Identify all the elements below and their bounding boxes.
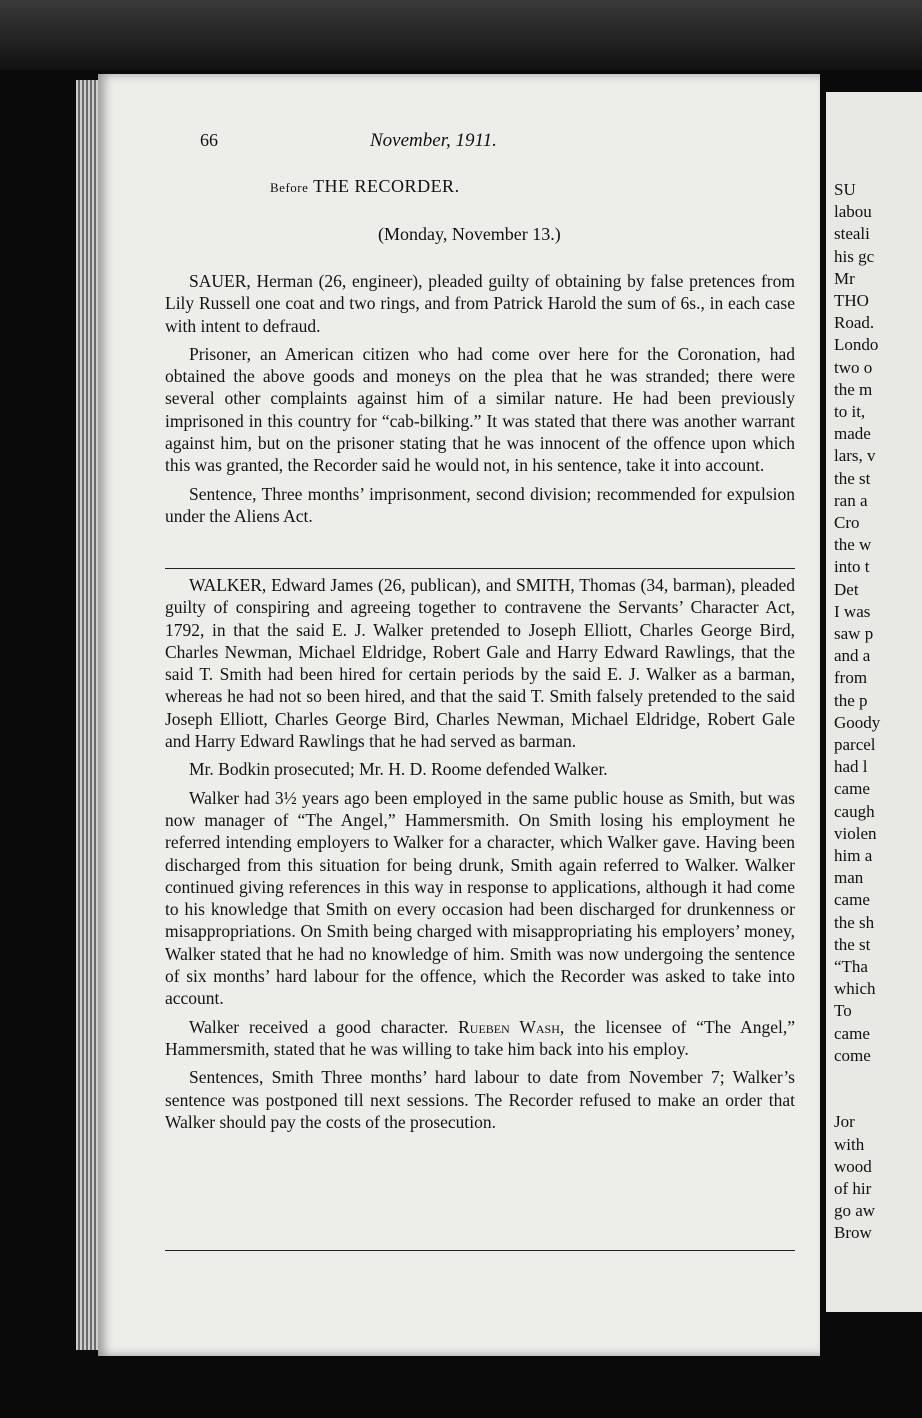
facing-page-line: the w	[834, 535, 872, 555]
facing-page-line: Mr	[834, 268, 855, 288]
facing-page-line: violen	[834, 823, 877, 843]
paragraph: SAUER, Herman (26, engineer), pleaded guilty of obtaining by false pretences from Lily Russell one coat and two rings, and from Patrick Harold the sum of 6s., in each case with intent to defraud.	[165, 271, 795, 336]
facing-page-line: caugh	[834, 801, 875, 821]
facing-page-line: the m	[834, 379, 873, 399]
facing-page-line: of hir	[834, 1179, 872, 1198]
facing-page-line: the sh	[834, 912, 875, 932]
facing-page-line: go aw	[834, 1201, 876, 1221]
top-background	[0, 0, 922, 70]
facing-page-fragment	[826, 92, 922, 1312]
facing-page-line: Cro	[834, 513, 860, 532]
facing-page-line: which	[834, 979, 876, 999]
facing-page-line: man	[834, 868, 864, 888]
facing-page-line: his gc	[834, 246, 875, 266]
facing-page-line: Londo	[834, 335, 879, 355]
paragraph: Walker received a good character. Rueben Wash, the licensee of “The Angel,” Hammersmith, stated that he was willing to take him back into his employ.	[165, 1016, 795, 1059]
facing-page-line: two o	[834, 357, 873, 377]
facing-page-line: Jor	[834, 1112, 855, 1132]
running-title: November, 1911.	[370, 130, 497, 151]
session-date: (Monday, November 13.)	[378, 224, 561, 244]
paragraph: Sentence, Three months’ imprisonment, second division; recommended for expulsion under the Aliens Act.	[165, 483, 795, 526]
facing-page-line: lars, v	[834, 446, 876, 466]
witness-name: Rueben Wash	[458, 1016, 560, 1037]
paragraph: WALKER, Edward James (26, publican), and SMITH, Thomas (34, barman), pleaded guilty of conspiring and agreeing together to contravene the Servants’ Character Act, 1792, in that the said E. J. Walker pretended to Joseph Elliott, Charles George Bird, Charles Newman, Michael Eldridge, Robert Gale and Harry Edward Rawlings, that the said T. Smith had been hired for certain periods by the said E. J. Walker as a barman, whereas he had not so been hired, and that the said T. Smith falsely pretended to the said Joseph Elliott, Charles George Bird, Charles Newman, Michael Eldridge, Robert Gale and Harry Edward Rawlings that he had served as barman.	[165, 575, 795, 752]
paragraph: Mr. Bodkin prosecuted; Mr. H. D. Roome defended Walker.	[189, 759, 608, 780]
paragraph: Prisoner, an American citizen who had come over here for the Coronation, had obtained the above goods and moneys on the plea that he was stranded; there were several other complaints against him of a similar nature. He had been previously imprisoned in this country for “cab-bilking.” It was stated that there was another warrant against him, but on the prisoner stating that he was innocent of the offence upon which this was granted, the Recorder said he would not, in his sentence, take it into account.	[165, 343, 795, 476]
facing-page-line: SU	[834, 180, 856, 199]
case-walker-smith	[165, 574, 795, 1139]
section-title: Before THE RECORDER.	[270, 176, 460, 196]
facing-page-line: I was	[834, 601, 871, 621]
facing-page-line: Goody	[834, 712, 881, 732]
page-number: 66	[200, 130, 218, 150]
case-sauer	[165, 270, 795, 533]
facing-page-line: “Tha	[834, 957, 868, 976]
facing-page-line: Brow	[834, 1223, 872, 1243]
facing-page-line: from	[834, 668, 868, 688]
facing-page-line: come	[834, 1045, 871, 1065]
facing-page-line: steali	[834, 224, 870, 244]
facing-page-line: and a	[834, 646, 871, 666]
facing-page-line: THO	[834, 291, 869, 310]
facing-page-line: wood	[834, 1156, 872, 1176]
facing-page-line: the p	[834, 690, 868, 710]
facing-page-line: to it,	[834, 402, 866, 421]
paragraph: Walker had 3½ years ago been employed in the same public house as Smith, but was now manager of “The Angel,” Hammersmith. On Smith losing his employment he referred intending employers to Walker for a character, which Walker gave. Having been discharged from this situation for being drunk, Smith again referred to Walker. Walker continued giving references in this way in response to applications, although it had come to his knowledge that Smith on every occasion had been discharged for drunkenness or misappropriations. On Smith being charged with misappropriating his employers’ money, Walker stated that he had no knowledge of him. Smith was now undergoing the sentence of six months’ hard labour for the offence, which the Recorder was asked to take into account.	[165, 787, 795, 1009]
facing-page-line: saw p	[834, 624, 874, 643]
facing-page-line: the st	[834, 468, 871, 488]
facing-page-line: the st	[834, 934, 871, 954]
facing-page-line: To	[834, 1001, 852, 1021]
facing-page-line: came	[834, 890, 870, 910]
paragraph: Sentences, Smith Three months’ hard labour to date from November 7; Walker’s sentence was postponed till next sessions. The Recorder refused to make an order that Walker should pay the costs of the prosecution.	[165, 1067, 795, 1132]
facing-page-line: came	[834, 1023, 870, 1043]
facing-page-line: into t	[834, 557, 870, 577]
facing-page-line: came	[834, 779, 870, 799]
facing-page-line: Road.	[834, 313, 875, 333]
facing-page-line: labou	[834, 202, 872, 222]
divider	[165, 1250, 795, 1251]
facing-page-line: made	[834, 424, 871, 444]
facing-page-line: parcel	[834, 735, 876, 754]
divider	[165, 568, 795, 569]
facing-page-line: with	[834, 1134, 865, 1154]
facing-page-line: him a	[834, 846, 873, 865]
facing-page-line: had l	[834, 757, 868, 777]
facing-page-line: ran a	[834, 490, 868, 510]
facing-page-line: Det	[834, 579, 859, 599]
